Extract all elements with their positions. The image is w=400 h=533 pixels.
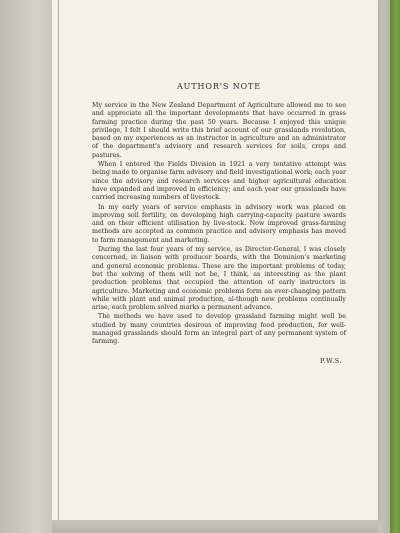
paragraph-3: In my early years of service emphasis in advisory work was placed on improving soil fertility, on developing high carrying-capacity pasture swards and on their efficient utilisation by live-stock. Now improved grass-farming methods are accepted as common practice and advisory emphasis has moved to farm management and marketing. [92,203,346,244]
page-content [92,82,346,365]
page-gutter [58,0,59,520]
page-title: AUTHOR'S NOTE [176,82,262,91]
book-spine-green [390,0,400,533]
page-stack-left-edge [0,0,52,533]
paragraph-1: My service in the New Zealand Department of Agriculture allowed me to see and appreciate all the important developments that have occurred in grass farming practice during the past 50 years. Because I enjoyed this unique privilege, I felt I should write this brief account of our grasslands revolution, based on my experiences as an instructor in agriculture and an administrator of the department's advisory and research services for soils, crops and pastures. [92,102,346,159]
author-signature: P.W.S. [319,356,342,365]
paragraph-5: The methods we have used to develop grassland farming might well be studied by many countries desirous of improving food production, for well-managed grasslands should form an integral part of any permanent system of farming. [92,313,346,346]
paragraph-4: During the last four years of my service, as Director-General, I was closely concerned, in liaison with producer boards, with the Dominion's marketing and general economic problems. These are the important problems of today, but the solving of them will not be, I think, as interesting as the plant production problems that occupied the attention of early instructors in agriculture. Marketing and economic problems form an ever-changing pattern while with plant and animal production, al-though new problems continually arise, each problem solved marks a permanent advance. [92,246,346,312]
page-bottom-edge [52,520,378,533]
book-cover-edge [376,0,390,533]
paragraph-2: When I entered the Fields Division in 1921 a very tentative attempt was being made to organise farm advisory and field investigational work; each year since the advisory and research services and higher agricultural education have expanded and improved in efficiency; and each year our grasslands have carried increasing numbers of livestock. [92,161,346,202]
